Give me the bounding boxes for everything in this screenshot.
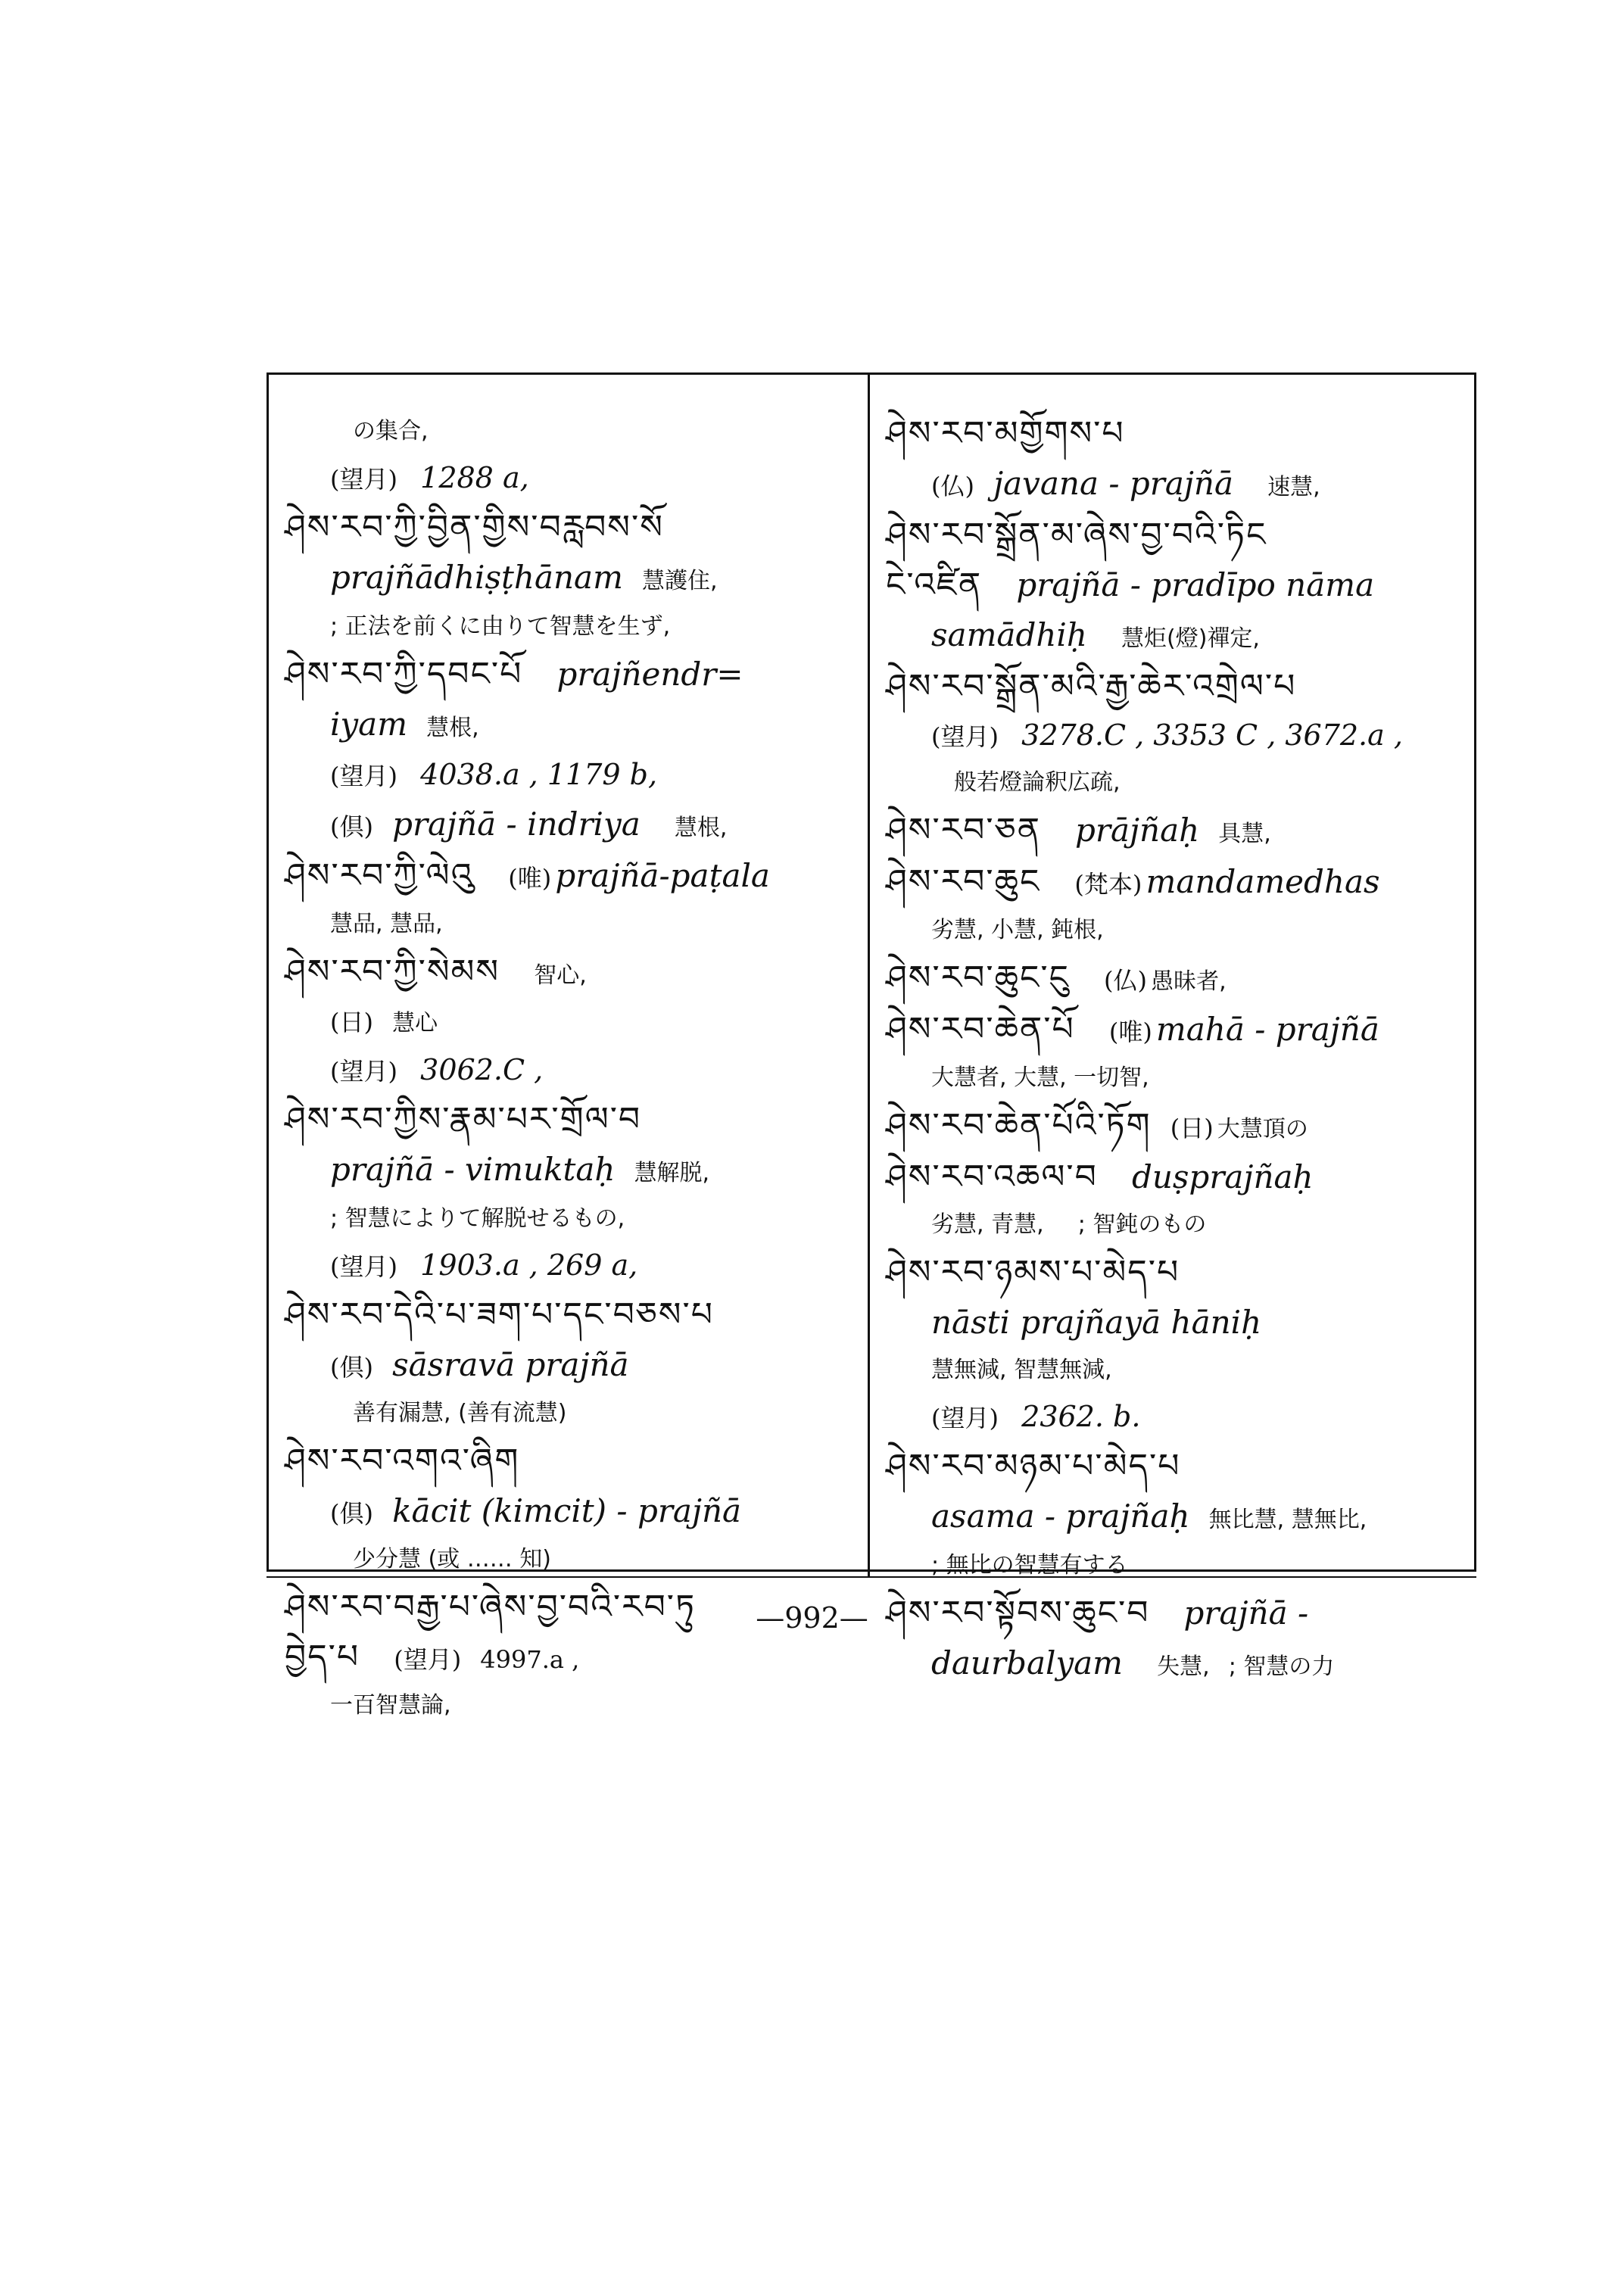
sanskrit-term: prajñā-paṭala — [555, 857, 770, 894]
reference-number: 2362. b. — [1021, 1400, 1141, 1433]
japanese-gloss: 慧品, 慧品, — [330, 911, 443, 937]
source-tag: (仏) — [931, 472, 974, 500]
tibetan-headword: ཤེས་རབ་ཀྱི་དབང་པོ — [285, 655, 523, 693]
tibetan-headword: ཤེས་རབ་འཆལ་བ — [886, 1158, 1098, 1196]
japanese-gloss: 失慧, — [1157, 1653, 1210, 1680]
source-tag: (唯) — [508, 864, 552, 893]
sanskrit-term: duṣprajñaḥ — [1131, 1158, 1314, 1195]
tibetan-headword-continued: ངེ་འཛིན — [886, 566, 983, 604]
continued-text: の集合, — [353, 418, 429, 444]
sanskrit-term: sāsravā prajñā — [392, 1346, 629, 1383]
sanskrit-term: mandamedhas — [1146, 863, 1380, 900]
japanese-gloss: 速慧, — [1267, 474, 1320, 500]
sanskrit-term: prājñaḥ — [1075, 812, 1200, 849]
right-column — [886, 409, 1469, 1690]
sanskrit-term: kācit (kimcit) - prajñā — [392, 1492, 742, 1529]
sanskrit-term: prajñendr= — [556, 656, 743, 693]
source-tag: (倶) — [330, 812, 373, 841]
japanese-gloss: 大慧者, 大慧, 一切智, — [931, 1064, 1149, 1091]
reference-number: 1903.a , 269 a, — [420, 1248, 638, 1282]
source-tag: (倶) — [330, 1499, 373, 1528]
dictionary-entry — [886, 1005, 1469, 1101]
sanskrit-term: nāsti prajñayā hāniḥ — [931, 1304, 1262, 1341]
dictionary-entry — [886, 1442, 1469, 1588]
sanskrit-term: prajñā - indriya — [392, 806, 641, 843]
sanskrit-term: asama - prajñaḥ — [931, 1498, 1190, 1535]
tibetan-headword: ཤེས་རབ་ཅན — [886, 811, 1041, 849]
source-tag: (望月) — [330, 762, 397, 790]
japanese-gloss: 慧心 — [392, 1010, 438, 1036]
source-tag: (倶) — [330, 1353, 373, 1382]
tibetan-headword: ཤེས་རབ་ཀྱི་ལེའུ — [285, 856, 475, 895]
reference-number: 4997.a , — [480, 1645, 580, 1674]
sanskrit-term: mahā - prajñā — [1155, 1011, 1379, 1048]
sanskrit-term-continued: samādhiḥ — [931, 616, 1087, 653]
japanese-gloss: 少分慧 (或 …… 知) — [353, 1546, 552, 1572]
tibetan-headword: ཤེས་རབ་བརྒྱ་པ་ཞེས་བྱ་བའི་རབ་ཏུ — [285, 1588, 697, 1626]
tibetan-headword: ཤེས་རབ་ཀྱི་སེམས — [285, 952, 500, 991]
source-tag: (日) — [330, 1008, 373, 1036]
reference-line — [285, 454, 868, 503]
left-column — [285, 409, 868, 1728]
reference-line — [285, 1242, 868, 1290]
japanese-gloss: 具慧, — [1218, 821, 1271, 847]
page-number: —992— — [756, 1601, 868, 1635]
entry-note: ; 智慧の力 — [1228, 1653, 1335, 1680]
dictionary-entry — [886, 806, 1469, 857]
dictionary-entry — [886, 409, 1469, 510]
source-tag: (仏) — [1104, 966, 1148, 995]
sanskrit-term: javana - prajñā — [993, 465, 1234, 502]
japanese-gloss: 愚昧者, — [1151, 968, 1227, 995]
japanese-gloss: 智心, — [534, 962, 587, 989]
tibetan-headword: ཤེས་རབ་དེའི་པ་ཟག་པ་དང་བཅས་པ — [285, 1295, 714, 1334]
japanese-gloss: 慧根, — [426, 715, 479, 741]
reference-line — [285, 1046, 868, 1095]
dictionary-entry — [285, 947, 868, 1095]
reference-number: 4038.a , 1179 b, — [420, 758, 658, 791]
sanskrit-term-continued: iyam — [330, 706, 408, 743]
japanese-gloss: 善有漏慧, (善有流慧) — [353, 1400, 567, 1426]
dictionary-entry — [886, 510, 1469, 662]
sanskrit-term: prajñā - — [1183, 1594, 1309, 1632]
dictionary-entry — [285, 1095, 868, 1290]
dictionary-entry — [285, 851, 868, 947]
tibetan-headword: ཤེས་རབ་སྒྲོན་མའི་རྒྱ་ཆེར་འགྲེལ་པ — [886, 667, 1297, 706]
tibetan-headword: ཤེས་རབ་མཉམ་པ་མེད་པ — [886, 1447, 1181, 1485]
tibetan-headword-continued: བྱེད་པ — [285, 1638, 360, 1676]
sanskrit-term: prajñā - pradīpo nāma — [1016, 566, 1375, 603]
dictionary-entry — [285, 503, 868, 650]
japanese-gloss: 劣慧, 小慧, 鈍根, — [931, 917, 1104, 943]
dictionary-entry — [285, 1436, 868, 1582]
source-tag: (望月) — [330, 1252, 397, 1281]
entry-note: ; 無比の智慧有する — [931, 1552, 1128, 1579]
source-tag: (望月) — [931, 722, 999, 751]
entry-note: ; 智鈍のもの — [1077, 1211, 1207, 1238]
reference-line — [886, 712, 1469, 760]
sanskrit-term-continued: daurbalyam — [931, 1644, 1124, 1682]
tibetan-headword: ཤེས་རབ་ཆུང — [886, 862, 1041, 901]
entry-note: ; 正法を前くに由りて智慧を生ず, — [330, 613, 671, 640]
japanese-gloss: 慧根, — [674, 815, 728, 841]
sanskrit-term: prajñā - vimuktaḥ — [330, 1151, 616, 1188]
tibetan-headword: ཤེས་རབ་ཆེན་པོ — [886, 1010, 1075, 1049]
japanese-gloss: 慧解脱, — [634, 1160, 710, 1186]
tibetan-headword: ཤེས་རབ་ཀྱི་བྱིན་གྱིས་བརླབས་སོ — [285, 508, 664, 547]
tibetan-headword: ཤེས་རབ་ཀྱིས་རྣམ་པར་གྲོལ་བ — [285, 1100, 642, 1139]
tibetan-headword: ཤེས་རབ་སྟོབས་ཆུང་བ — [886, 1594, 1150, 1632]
dictionary-entry — [886, 1152, 1469, 1248]
tibetan-headword: ཤེས་རབ་ཆེན་པོའི་ཏོག — [886, 1106, 1152, 1145]
dictionary-entry — [285, 1290, 868, 1436]
japanese-gloss: 劣慧, 青慧, — [931, 1211, 1044, 1238]
tibetan-headword: ཤེས་རབ་མགྱོགས་པ — [886, 414, 1125, 453]
reference-line — [886, 1393, 1469, 1442]
reference-number: 1288 a, — [420, 461, 529, 494]
dictionary-entry — [285, 650, 868, 851]
source-tag: (日) — [1170, 1114, 1214, 1142]
reference-number: 3278.C , 3353 C , 3672.a , — [1021, 718, 1403, 752]
japanese-gloss: 慧護住, — [642, 568, 718, 594]
source-tag: (望月) — [330, 1057, 397, 1086]
japanese-gloss: 慧無減, 智慧無減, — [931, 1357, 1112, 1383]
japanese-gloss: 一百智慧論, — [330, 1692, 451, 1719]
reference-line — [285, 751, 868, 799]
source-tag: (望月) — [931, 1404, 999, 1432]
dictionary-entry — [886, 857, 1469, 953]
dictionary-entry — [886, 1248, 1469, 1442]
japanese-gloss: 般若燈論釈広疏, — [954, 769, 1121, 796]
column-divider — [868, 372, 870, 1576]
japanese-gloss: 無比慧, 慧無比, — [1208, 1507, 1367, 1533]
source-tag: (望月) — [394, 1645, 462, 1674]
source-tag: (望月) — [330, 465, 397, 494]
tibetan-headword: ཤེས་རབ་ཉམས་པ་མེད་པ — [886, 1253, 1180, 1292]
japanese-gloss: 大慧頂の — [1217, 1116, 1308, 1142]
tibetan-headword: ཤེས་རབ་ཆུང་ངུ — [886, 958, 1070, 997]
entry-note: ; 智慧によりて解脱せるもの, — [330, 1205, 625, 1232]
dictionary-entry — [886, 662, 1469, 806]
source-tag: (唯) — [1108, 1018, 1152, 1046]
reference-number: 3062.C , — [420, 1053, 544, 1086]
dictionary-entry — [886, 953, 1469, 1005]
tibetan-headword: ཤེས་རབ་འགའ་ཞིག — [285, 1442, 520, 1480]
source-tag: (梵本) — [1074, 870, 1142, 899]
tibetan-headword: ཤེས་རབ་སྒྲོན་མ་ཞེས་བྱ་བའི་ཏིང — [886, 516, 1267, 554]
sanskrit-term: prajñādhiṣṭhānam — [330, 559, 623, 596]
dictionary-entry — [886, 1101, 1469, 1152]
japanese-gloss: 慧炬(燈)禪定, — [1121, 625, 1260, 652]
